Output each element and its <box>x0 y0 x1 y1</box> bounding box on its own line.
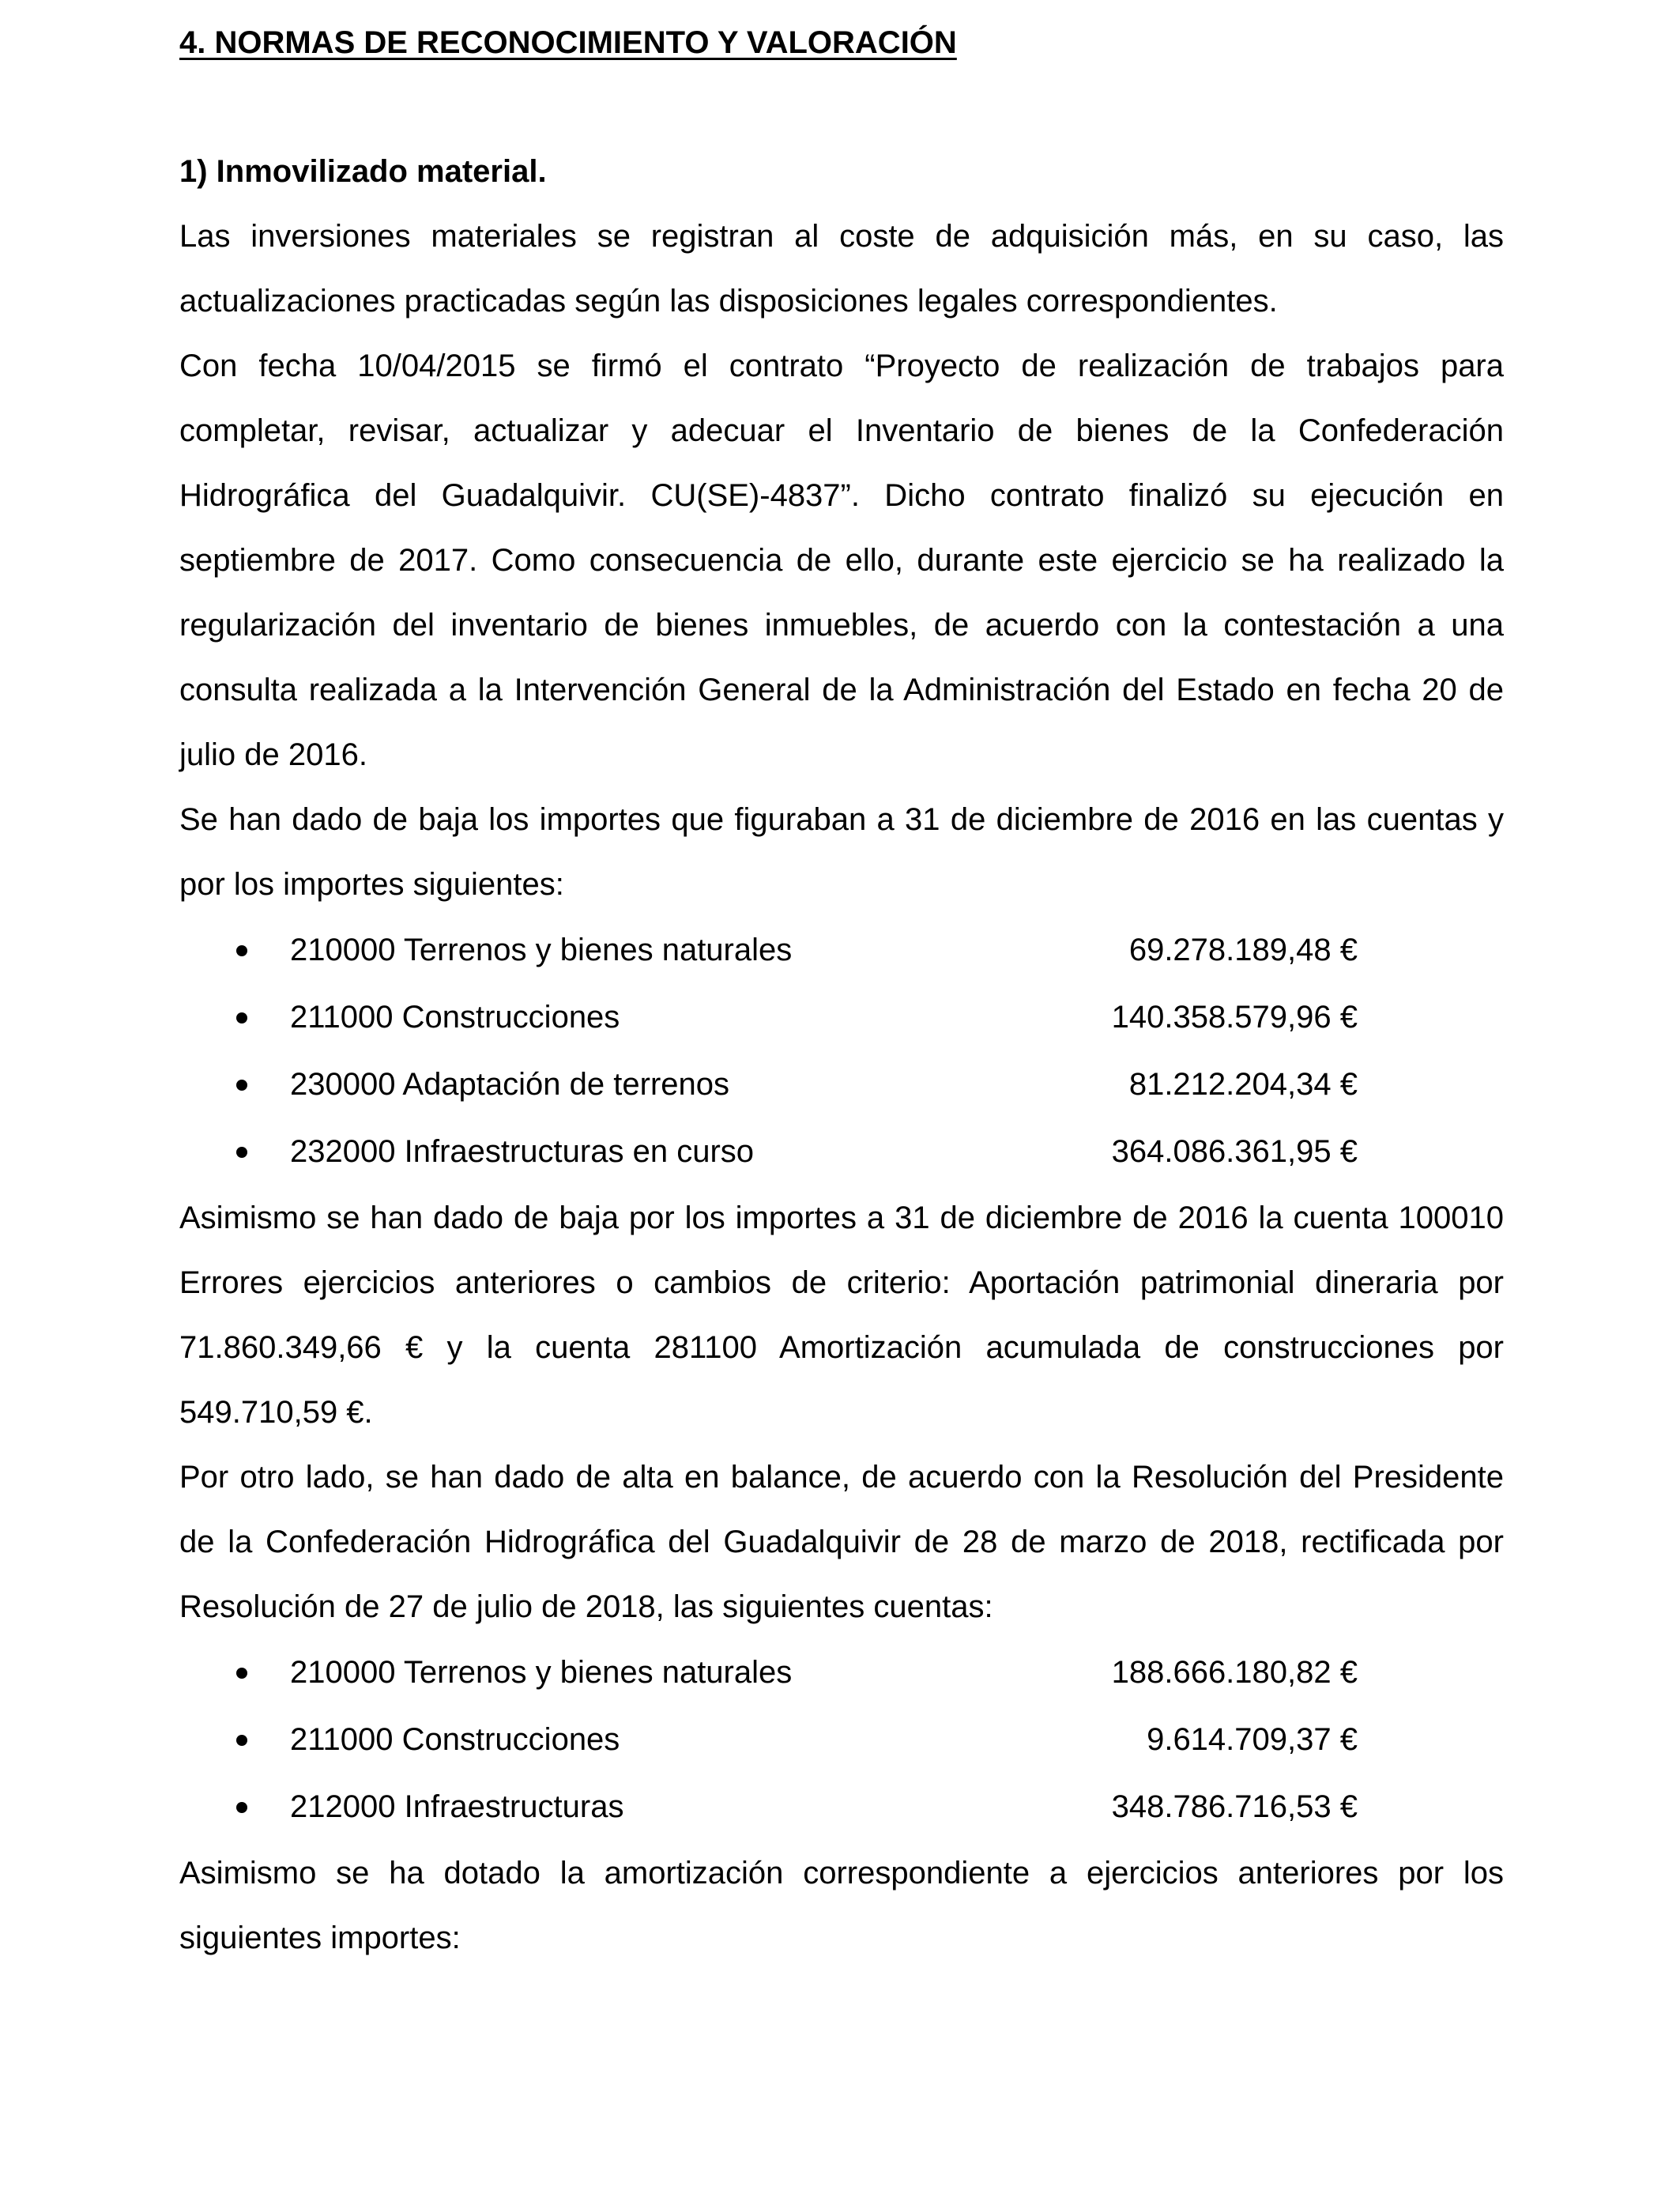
paragraph-intro: Las inversiones materiales se registran al coste de adquisición más, en su caso, las actualizaciones practicadas según las disposiciones legales correspondientes. <box>179 219 1504 319</box>
account-label: 211000 Construcciones <box>290 1000 620 1035</box>
paragraph-bajas-extra: Asimismo se han dado de baja por los importes a 31 de diciembre de 2016 la cuenta 100010 Errores ejercicios anteriores o cambios de criterio: Aportación patrimonial dineraria por 71.860.349,66 € y la cuenta 281100 Amortización acumulada de construcciones por 549.710,59 €. <box>179 1201 1504 1430</box>
account-label: 211000 Construcciones <box>290 1722 620 1757</box>
account-label: 210000 Terrenos y bienes naturales <box>290 1655 793 1690</box>
account-label: 212000 Infraestructuras <box>290 1789 624 1824</box>
bajas-list <box>179 917 1504 1186</box>
account-label: 230000 Adaptación de terrenos <box>290 1067 729 1102</box>
list-item <box>179 1118 1504 1186</box>
document-page <box>179 17 1504 1970</box>
altas-list <box>179 1639 1504 1841</box>
bullet-icon <box>236 1802 247 1813</box>
account-amount: 188.666.180,82 € <box>1111 1655 1358 1690</box>
bullet-icon <box>236 945 247 956</box>
account-amount: 348.786.716,53 € <box>1111 1789 1358 1824</box>
account-label: 232000 Infraestructuras en curso <box>290 1134 755 1169</box>
section-heading: 4. NORMAS DE RECONOCIMIENTO Y VALORACIÓN <box>179 25 957 60</box>
paragraph-bajas-intro: Se han dado de baja los importes que figuraban a 31 de diciembre de 2016 en las cuentas y por los importes siguientes: <box>179 802 1504 902</box>
account-label: 210000 Terrenos y bienes naturales <box>290 933 793 967</box>
list-item <box>179 1639 1504 1706</box>
list-item <box>179 1706 1504 1774</box>
bullet-icon <box>236 1668 247 1679</box>
paragraph-altas-intro: Por otro lado, se han dado de alta en balance, de acuerdo con la Resolución del Presidente de la Confederación Hidrográfica del Guadalquivir de 28 de marzo de 2018, rectificada por Resolución de 27 de julio de 2018, las siguientes cuentas: <box>179 1460 1504 1624</box>
account-amount: 81.212.204,34 € <box>1128 1067 1358 1102</box>
bullet-icon <box>236 1147 247 1158</box>
bullet-icon <box>236 1080 247 1091</box>
paragraph-contract: Con fecha 10/04/2015 se firmó el contrato “Proyecto de realización de trabajos para completar, revisar, actualizar y adecuar el Inventario de bienes de la Confederación Hidrográfica del Guadalquivir. CU(SE)-4837”. Dicho contrato finalizó su ejecución en septiembre de 2017. Como consecuencia de ello, durante este ejercicio se ha realizado la regularización del inventario de bienes inmuebles, de acuerdo con la contestación a una consulta realizada a la Intervención General de la Administración del Estado en fecha 20 de julio de 2016. <box>179 349 1504 772</box>
list-item <box>179 984 1504 1051</box>
list-item <box>179 1774 1504 1841</box>
subsection-title: 1) Inmovilizado material. <box>179 154 547 189</box>
account-amount: 364.086.361,95 € <box>1111 1134 1358 1169</box>
list-item <box>179 917 1504 984</box>
list-item <box>179 1051 1504 1118</box>
bullet-icon <box>236 1735 247 1746</box>
account-amount: 69.278.189,48 € <box>1128 933 1358 967</box>
account-amount: 9.614.709,37 € <box>1147 1722 1358 1757</box>
bullet-icon <box>236 1012 247 1023</box>
paragraph-amortizacion: Asimismo se ha dotado la amortización correspondiente a ejercicios anteriores por los siguientes importes: <box>179 1856 1504 1955</box>
account-amount: 140.358.579,96 € <box>1111 1000 1358 1035</box>
